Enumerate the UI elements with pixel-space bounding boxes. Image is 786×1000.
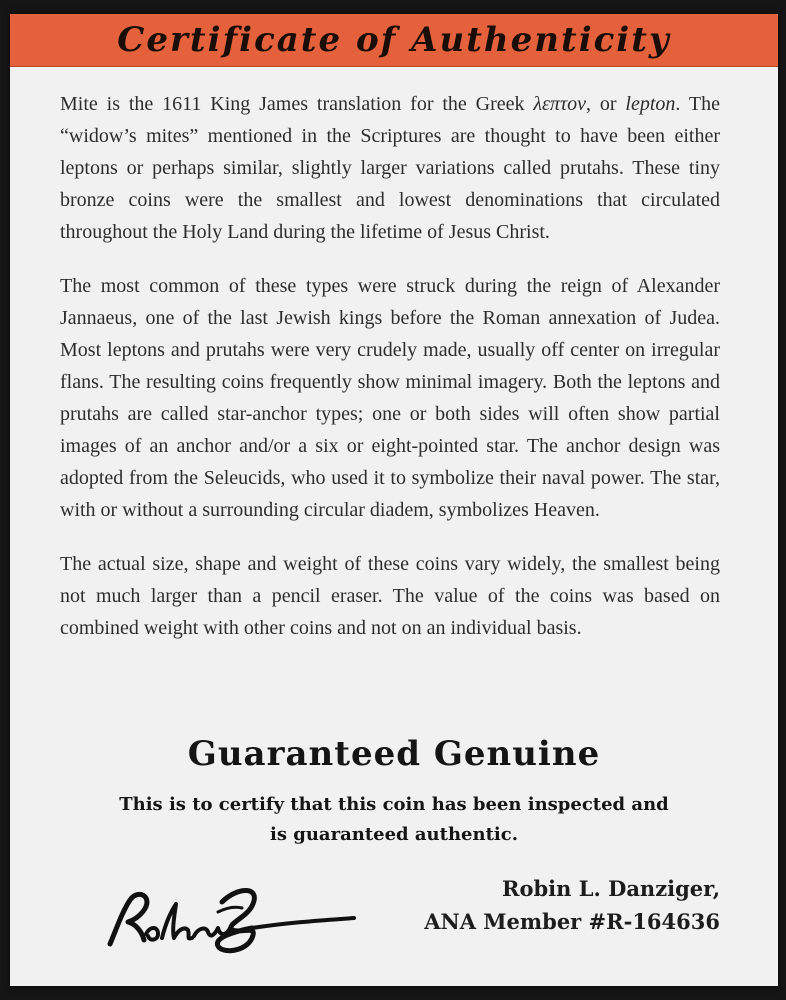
guarantee-line-2: is guaranteed authentic. xyxy=(270,824,518,845)
guarantee-statement xyxy=(70,790,718,850)
certificate-body xyxy=(60,88,720,666)
guarantee-heading: Guaranteed Genuine xyxy=(187,734,601,774)
greek-word: λεπτον xyxy=(533,93,586,115)
paragraph-1-intro: Mite is the 1611 King James translation for the Greek xyxy=(60,93,534,115)
paragraph-2: The most common of these types were struck during the reign of Alexander Jannaeus, one of the last Jewish kings before the Roman annexation of Judea. Most leptons and prutahs were very crudely made, usually off center on irregular flans. The resulting coins frequently show minimal imagery. Both the leptons and prutahs are called star-anchor types; one or both sides will often show partial images of an anchor and/or a six or eight-pointed star. The anchor design was adopted from the Seleucids, who used it to symbolize their naval power. The star, with or without a surrounding circular diadem, symbolizes Heaven. xyxy=(60,275,720,521)
certificate-card xyxy=(10,14,778,986)
guarantee-line-1: This is to certify that this coin has been inspected and xyxy=(119,794,669,815)
paragraph-1 xyxy=(60,88,720,248)
paragraph-3: The actual size, shape and weight of these coins vary widely, the smallest being not much larger than a pencil eraser. The value of the coins was based on combined weight with other coins and not on an individual basis. xyxy=(60,553,720,639)
paragraph-1-rest: . The “widow’s mites” mentioned in the Scriptures are thought to have been either leptons or perhaps similar, slightly larger variations called prutahs. These tiny bronze coins were the smallest and lowest denominations that circulated throughout the Holy Land during the lifetime of Jesus Christ. xyxy=(60,93,721,243)
certificate-title: Certificate of Authenticity xyxy=(117,20,671,60)
lepton-word: lepton xyxy=(625,93,676,115)
signer-name: Robin L. Danziger, xyxy=(502,876,720,901)
signer-block xyxy=(390,872,720,938)
signer-membership: ANA Member #R-164636 xyxy=(424,909,720,934)
certificate-header-banner xyxy=(10,14,778,67)
handwritten-signature xyxy=(102,878,362,958)
paragraph-1-connector: , or xyxy=(586,93,626,115)
